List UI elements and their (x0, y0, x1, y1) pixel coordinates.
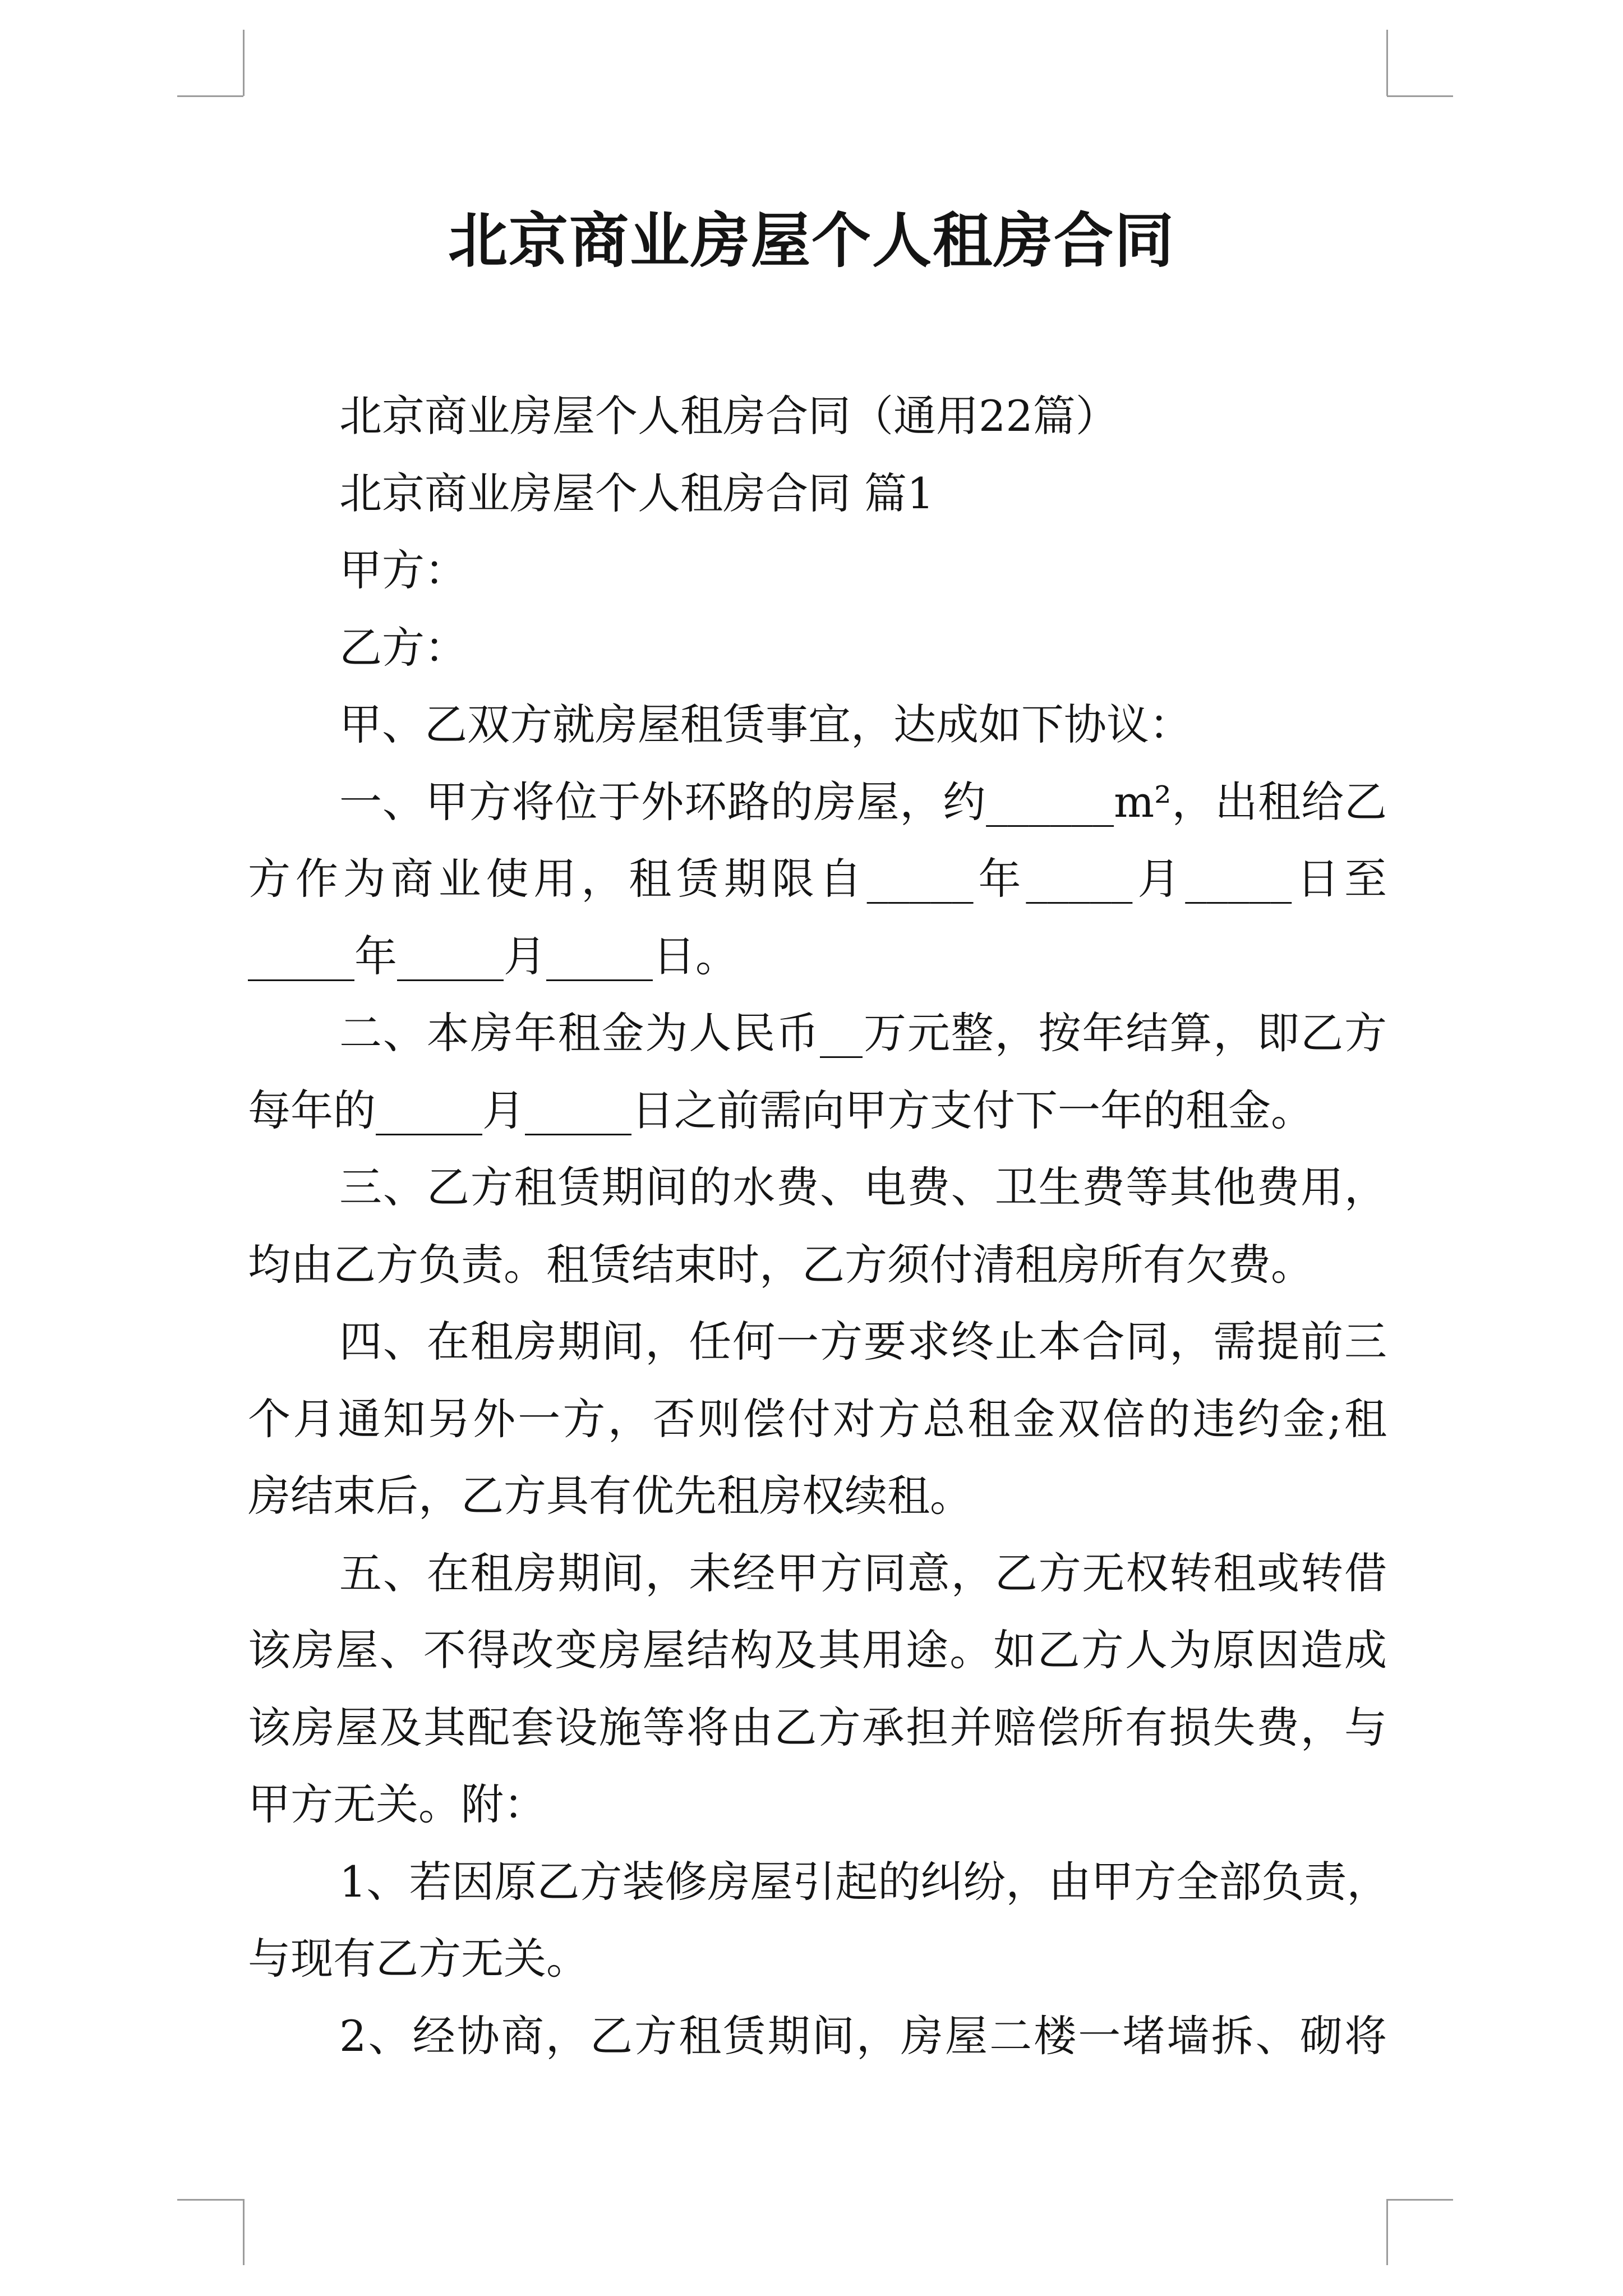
text-line: 1、若因原乙方装修房屋引起的纠纷，由甲方全部负责， (339, 1856, 1390, 1907)
paragraph-party-a (248, 532, 1387, 609)
text-line: 与现有乙方无关。 (248, 1934, 589, 1984)
text-line: 一、甲方将位于外环路的房屋，约______m²，出租给乙 (339, 776, 1387, 827)
paragraph-agreement-intro (248, 686, 1387, 763)
text-line: 五、在租房期间，未经甲方同意，乙方无权转租或转借 (339, 1548, 1387, 1598)
paragraph-clause-3 (248, 1149, 1387, 1303)
text-line: 个月通知另外一方，否则偿付对方总租金双倍的违约金;租 (248, 1393, 1387, 1444)
document-body (248, 378, 1390, 2074)
paragraph-appendix-item-1 (248, 1843, 1390, 1998)
text-line: 北京商业房屋个人租房合同（通用22篇） (339, 391, 1118, 441)
text-line: 房结束后，乙方具有优先租房权续租。 (248, 1471, 972, 1521)
paragraph-clause-2 (248, 995, 1387, 1149)
text-line: 该房屋及其配套设施等将由乙方承担并赔偿所有损失费，与 (248, 1702, 1387, 1752)
text-line: 北京商业房屋个人租房合同 篇1 (339, 468, 934, 518)
text-line: 甲方： (339, 545, 467, 595)
text-line: _____年_____月_____日。 (248, 931, 738, 981)
text-line: 该房屋、不得改变房屋结构及其用途。如乙方人为原因造成 (248, 1625, 1387, 1675)
crop-mark-top-left-vertical (243, 30, 245, 96)
crop-mark-bottom-right-horizontal (1387, 2199, 1453, 2201)
crop-mark-bottom-right-vertical (1386, 2199, 1388, 2265)
text-line: 2、经协商，乙方租赁期间，房屋二楼一堵墙拆、砌将 (339, 2010, 1387, 2061)
crop-mark-top-left-horizontal (177, 95, 243, 97)
text-line: 乙方： (339, 622, 467, 673)
paragraph-clause-5 (248, 1535, 1387, 1843)
crop-mark-bottom-left-vertical (243, 2199, 245, 2265)
crop-mark-top-right-vertical (1386, 30, 1388, 96)
text-line: 甲方无关。附： (248, 1779, 546, 1829)
text-line: 每年的_____月_____日之前需向甲方支付下一年的租金。 (248, 1085, 1313, 1135)
document-title: 北京商业房屋个人租房合同 (448, 205, 1175, 275)
text-line: 甲、乙双方就房屋租赁事宜，达成如下协议： (339, 700, 1192, 749)
paragraph-clause-4 (248, 1303, 1387, 1535)
paragraph-appendix-item-2 (248, 1998, 1387, 2075)
text-line: 二、本房年租金为人民币__万元整，按年结算，即乙方 (339, 1008, 1387, 1058)
paragraph-clause-1 (248, 763, 1387, 995)
text-line: 三、乙方租赁期间的水费、电费、卫生费等其他费用， (339, 1162, 1387, 1212)
paragraph-party-b (248, 609, 1387, 687)
paragraph-subtitle (248, 378, 1387, 455)
text-line: 均由乙方负责。租赁结束时，乙方须付清租房所有欠费。 (248, 1239, 1313, 1290)
crop-mark-bottom-left-horizontal (177, 2199, 243, 2201)
paragraph-section-heading (248, 455, 1387, 532)
text-line: 四、在租房期间，任何一方要求终止本合同，需提前三 (339, 1317, 1387, 1366)
crop-mark-top-right-horizontal (1387, 95, 1453, 97)
text-line: 方作为商业使用，租赁期限自_____年_____月_____日至 (248, 854, 1387, 904)
